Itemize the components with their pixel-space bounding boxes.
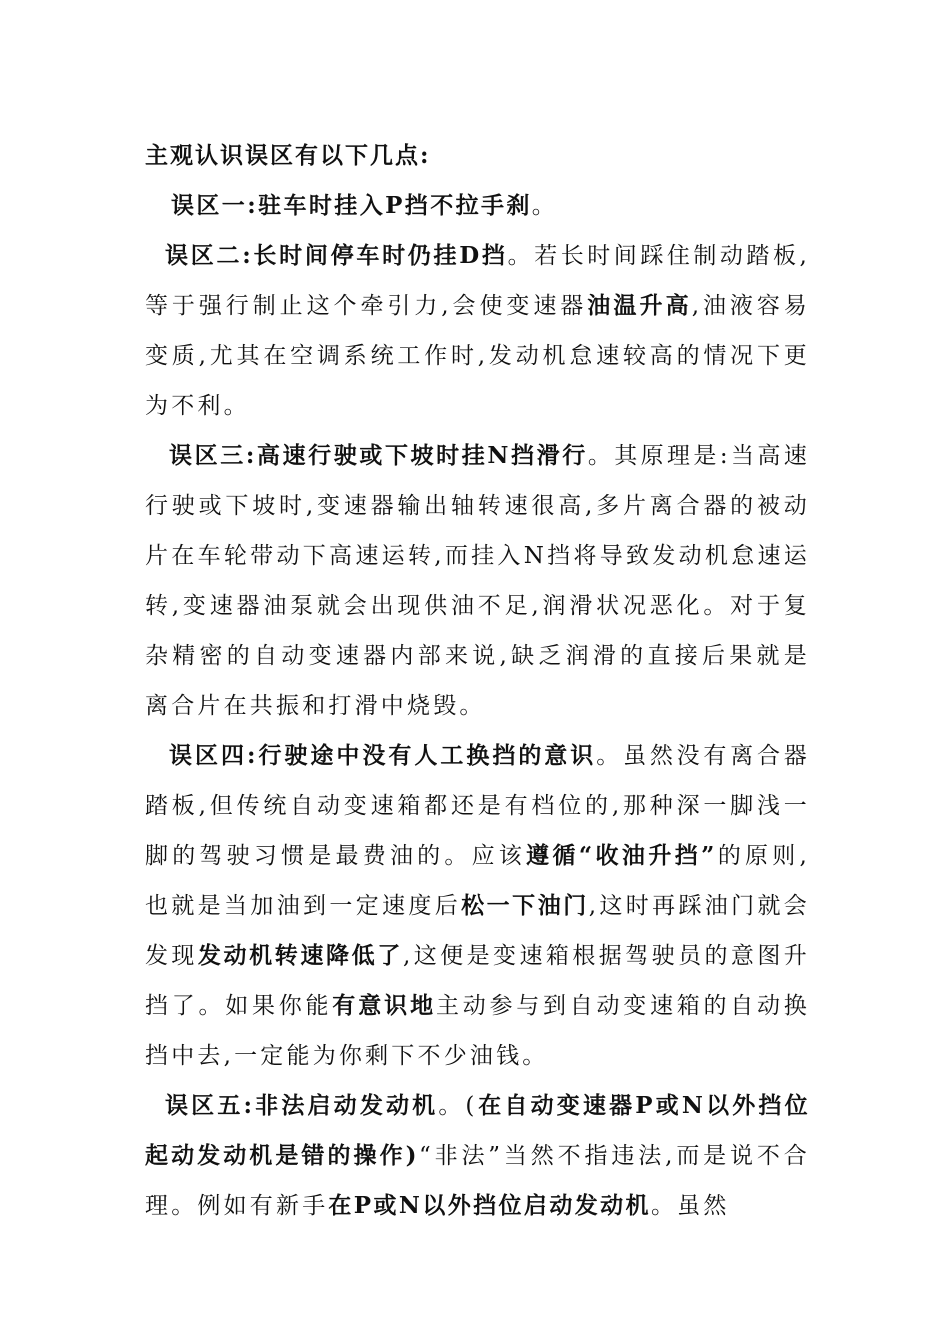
paragraph-text: 。虽然 (650, 1193, 730, 1219)
emphasis-text: 发动机转速降低了 (197, 942, 403, 969)
paragraph-text: 。( (438, 1093, 478, 1119)
misconception-title: 长时间停车时仍挂D挡 (253, 242, 508, 269)
misconception-label: 误区一: (171, 192, 259, 219)
emphasis-text: 在自动变速器P或N以外挡位起动发动机是错的操作) (145, 1092, 810, 1169)
document-body (145, 131, 810, 1231)
paragraph-text: 。虽然没有离合器踏板,但传统自动变速箱都还是有档位的,那种深一脚浅一脚的驾驶习惯是最费油的。应该 (145, 743, 810, 869)
paragraph-text: 。若长时间踩住制动踏板,等于强行制止这个牵引力,会使变速器 (145, 243, 811, 319)
misconception-title: 高速行驶或下坡时挂N挡滑行 (256, 442, 588, 469)
paragraph-text: 。 (531, 193, 558, 219)
emphasis-text: 松一下油门 (461, 892, 589, 919)
emphasis-text: 在P或N以外挡位启动发动机 (328, 1192, 651, 1219)
misconception-label: 误区五: (165, 1092, 255, 1119)
misconception-title: 行驶途中没有人工换挡的意识 (257, 742, 597, 769)
paragraph-text: 主动参与到自动变速箱的自动换挡中去,一定能为你剩下不少油钱。 (145, 993, 810, 1069)
paragraph-text: ,这便是变速箱根据驾驶员的意图升挡了。如果你能 (145, 943, 811, 1019)
paragraph-text: “非法”当然不指违法,而是说不合理。例如有新手 (145, 1143, 810, 1219)
paragraph-text: 的原则,也就是当加油到一定速度后 (145, 843, 810, 919)
paragraph-text: ,这时再踩油门就会发现 (145, 893, 811, 969)
paragraph-misconception-4 (145, 731, 810, 1081)
misconception-title: 非法启动发动机 (254, 1092, 439, 1119)
emphasis-text: 有意识地 (332, 992, 437, 1019)
paragraph-text: ,油液容易变质,尤其在空调系统工作时,发动机怠速较高的情况下更为不利。 (145, 293, 810, 419)
paragraph-misconception-2 (145, 231, 810, 431)
paragraph-misconception-1 (145, 181, 810, 231)
misconception-label: 误区四: (169, 742, 258, 769)
misconception-title: 驻车时挂入P挡不拉手刹 (258, 192, 532, 219)
section-heading: 主观认识误区有以下几点: (145, 142, 431, 169)
misconception-label: 误区二: (165, 242, 254, 269)
paragraph-misconception-3 (145, 431, 810, 731)
paragraph-text: 。其原理是:当高速行驶或下坡时,变速器输出轴转速很高,多片离合器的被动片在车轮带动下高速运转,而挂入N挡将导致发动机怠速运转,变速器油泵就会出现供油不足,润滑状况恶化。对于复杂精密的自动变速器内部来说,缺乏润滑的直接后果就是离合片在共振和打滑中烧毁。 (145, 443, 810, 719)
emphasis-text: 遵循“收油升挡” (526, 842, 717, 869)
emphasis-text: 油温升高 (587, 292, 692, 319)
paragraph-misconception-5 (145, 1081, 810, 1231)
misconception-label: 误区三: (169, 442, 257, 469)
